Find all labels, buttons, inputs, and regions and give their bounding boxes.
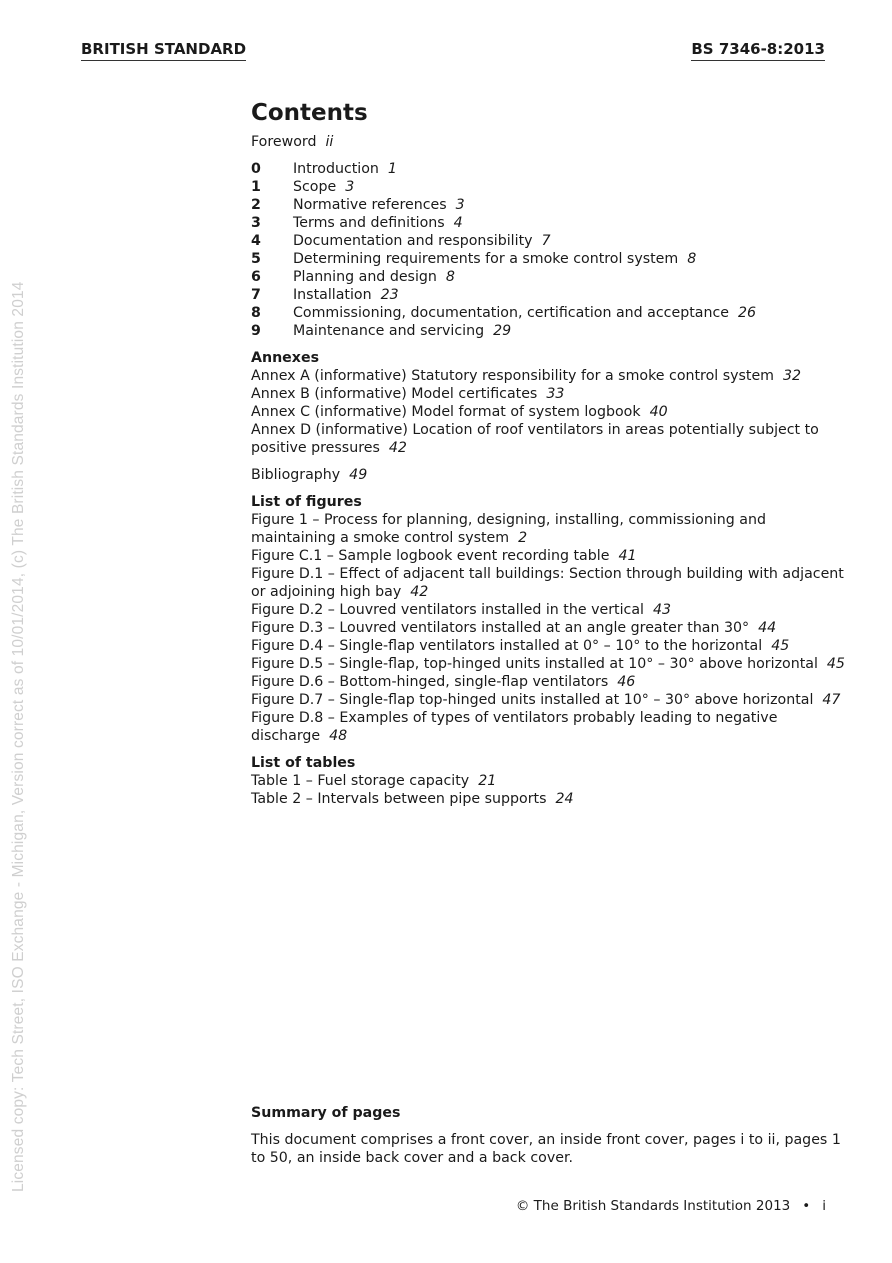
clause-label: Commissioning, documentation, certification and acceptance <box>293 305 729 321</box>
bibliography-label: Bibliography <box>251 467 341 483</box>
clause-label: Installation <box>293 287 372 303</box>
figure-page: 43 <box>652 602 672 618</box>
figure-page: 42 <box>410 584 429 600</box>
toc-figure-d8[interactable] <box>251 709 851 745</box>
clause-label: Documentation and responsibility <box>293 233 533 249</box>
figure-page: 45 <box>771 638 790 654</box>
annex-label: Annex C (informative) Model format of system logbook <box>251 404 641 420</box>
toc-entry-page: ii <box>325 134 334 150</box>
clause-number: 5 <box>251 251 261 267</box>
toc-table-2[interactable] <box>251 790 851 808</box>
toc-figure-c1[interactable] <box>251 547 851 565</box>
toc-clause-0[interactable] <box>251 160 851 178</box>
clause-number: 1 <box>251 179 261 195</box>
toc-entry-foreword[interactable] <box>251 133 851 151</box>
clause-page: 3 <box>455 197 465 213</box>
clause-list <box>251 160 851 340</box>
toc-clause-8[interactable] <box>251 304 851 322</box>
annex-list <box>251 349 851 457</box>
toc-clause-3[interactable] <box>251 214 851 232</box>
summary-of-pages <box>251 1104 851 1167</box>
annex-label: Annex D (informative) Location of roof ventilators in areas potentially subject to positive pressures <box>251 422 819 456</box>
toc-annex-a[interactable] <box>251 367 851 385</box>
figures-heading: List of figures <box>251 494 362 510</box>
toc-figure-d2[interactable] <box>251 601 851 619</box>
contents-section <box>251 98 851 817</box>
clause-page: 1 <box>387 161 397 177</box>
figure-page: 48 <box>329 728 348 744</box>
figure-page: 45 <box>826 656 845 672</box>
toc-table-1[interactable] <box>251 772 851 790</box>
figure-page: 46 <box>617 674 636 690</box>
toc-clause-7[interactable] <box>251 286 851 304</box>
annex-page: 33 <box>546 386 565 402</box>
toc-clause-6[interactable] <box>251 268 851 286</box>
clause-label: Terms and definitions <box>293 215 445 231</box>
header-standard-number: BS 7346-8:2013 <box>691 40 825 61</box>
summary-text: This document comprises a front cover, an inside front cover, pages i to ii, pages 1 to 50, an inside back cover and a back cover. <box>251 1132 841 1166</box>
clause-label: Scope <box>293 179 337 195</box>
table-label: Table 2 – Intervals between pipe supports <box>251 791 547 807</box>
clause-page: 26 <box>738 305 757 321</box>
toc-figure-d5[interactable] <box>251 655 851 673</box>
figure-page: 47 <box>822 692 841 708</box>
toc-figure-d7[interactable] <box>251 691 851 709</box>
clause-number: 7 <box>251 287 261 303</box>
figure-page: 41 <box>618 548 637 564</box>
page-title: Contents <box>251 100 368 126</box>
summary-heading: Summary of pages <box>251 1105 401 1121</box>
figure-label: Figure C.1 – Sample logbook event recording table <box>251 548 610 564</box>
clause-page: 4 <box>453 215 463 231</box>
toc-entry-bibliography[interactable] <box>251 466 851 484</box>
figure-list <box>251 493 851 745</box>
toc-clause-1[interactable] <box>251 178 851 196</box>
clause-label: Normative references <box>293 197 447 213</box>
figure-label: Figure D.3 – Louvred ventilators installed at an angle greater than 30° <box>251 620 750 636</box>
clause-number: 6 <box>251 269 261 285</box>
toc-clause-5[interactable] <box>251 250 851 268</box>
tables-heading: List of tables <box>251 755 356 771</box>
figure-label: Figure D.4 – Single-flap ventilators installed at 0° – 10° to the horizontal <box>251 638 763 654</box>
clause-page: 29 <box>493 323 512 339</box>
clause-label: Maintenance and servicing <box>293 323 485 339</box>
annex-label: Annex A (informative) Statutory responsibility for a smoke control system <box>251 368 774 384</box>
annex-page: 32 <box>783 368 802 384</box>
toc-annex-d[interactable] <box>251 421 851 457</box>
toc-figure-d1[interactable] <box>251 565 851 601</box>
figure-label: Figure D.6 – Bottom-hinged, single-flap ventilators <box>251 674 609 690</box>
clause-number: 8 <box>251 305 261 321</box>
toc-figure-1[interactable] <box>251 511 851 547</box>
clause-label: Determining requirements for a smoke control system <box>293 251 679 267</box>
clause-page: 23 <box>380 287 399 303</box>
clause-label: Introduction <box>293 161 379 177</box>
table-list <box>251 754 851 808</box>
toc-clause-9[interactable] <box>251 322 851 340</box>
toc-figure-d6[interactable] <box>251 673 851 691</box>
toc-annex-b[interactable] <box>251 385 851 403</box>
footer-bullet: • <box>802 1198 811 1214</box>
footer-copyright: © The British Standards Institution 2013 <box>515 1198 791 1214</box>
annexes-heading: Annexes <box>251 350 320 366</box>
figure-label: Figure 1 – Process for planning, designing, installing, commissioning and maintaining a smoke control system <box>251 512 766 546</box>
figure-label: Figure D.5 – Single-flap, top-hinged units installed at 10° – 30° above horizontal <box>251 656 818 672</box>
table-label: Table 1 – Fuel storage capacity <box>251 773 470 789</box>
toc-clause-2[interactable] <box>251 196 851 214</box>
clause-number: 0 <box>251 161 261 177</box>
toc-figure-d3[interactable] <box>251 619 851 637</box>
figure-label: Figure D.1 – Effect of adjacent tall buildings: Section through building with adjacent or adjoining high bay <box>251 566 844 600</box>
clause-number: 3 <box>251 215 261 231</box>
clause-page: 3 <box>345 179 355 195</box>
annex-page: 42 <box>388 440 407 456</box>
clause-label: Planning and design <box>293 269 437 285</box>
clause-page: 7 <box>541 233 551 249</box>
table-page: 24 <box>555 791 574 807</box>
footer-page-number: i <box>822 1198 826 1214</box>
toc-clause-4[interactable] <box>251 232 851 250</box>
license-watermark: Licensed copy: Tech Street, ISO Exchange - Michigan, Version correct as of 10/01/2014, (c) The British Standards Institution 2014 <box>10 281 27 1192</box>
clause-page: 8 <box>445 269 455 285</box>
clause-number: 4 <box>251 233 261 249</box>
annex-label: Annex B (informative) Model certificates <box>251 386 538 402</box>
header-standard-label: BRITISH STANDARD <box>81 40 246 61</box>
toc-annex-c[interactable] <box>251 403 851 421</box>
figure-label: Figure D.8 – Examples of types of ventilators probably leading to negative discharge <box>251 710 778 744</box>
toc-entry-label: Foreword <box>251 134 317 150</box>
clause-number: 2 <box>251 197 261 213</box>
bibliography-page: 49 <box>349 467 368 483</box>
table-page: 21 <box>478 773 497 789</box>
page-footer <box>516 1198 826 1214</box>
toc-figure-d4[interactable] <box>251 637 851 655</box>
figure-page: 2 <box>518 530 528 546</box>
figure-label: Figure D.7 – Single-flap top-hinged units installed at 10° – 30° above horizontal <box>251 692 814 708</box>
clause-number: 9 <box>251 323 261 339</box>
figure-label: Figure D.2 – Louvred ventilators installed in the vertical <box>251 602 644 618</box>
annex-page: 40 <box>649 404 668 420</box>
figure-page: 44 <box>758 620 777 636</box>
clause-page: 8 <box>687 251 697 267</box>
